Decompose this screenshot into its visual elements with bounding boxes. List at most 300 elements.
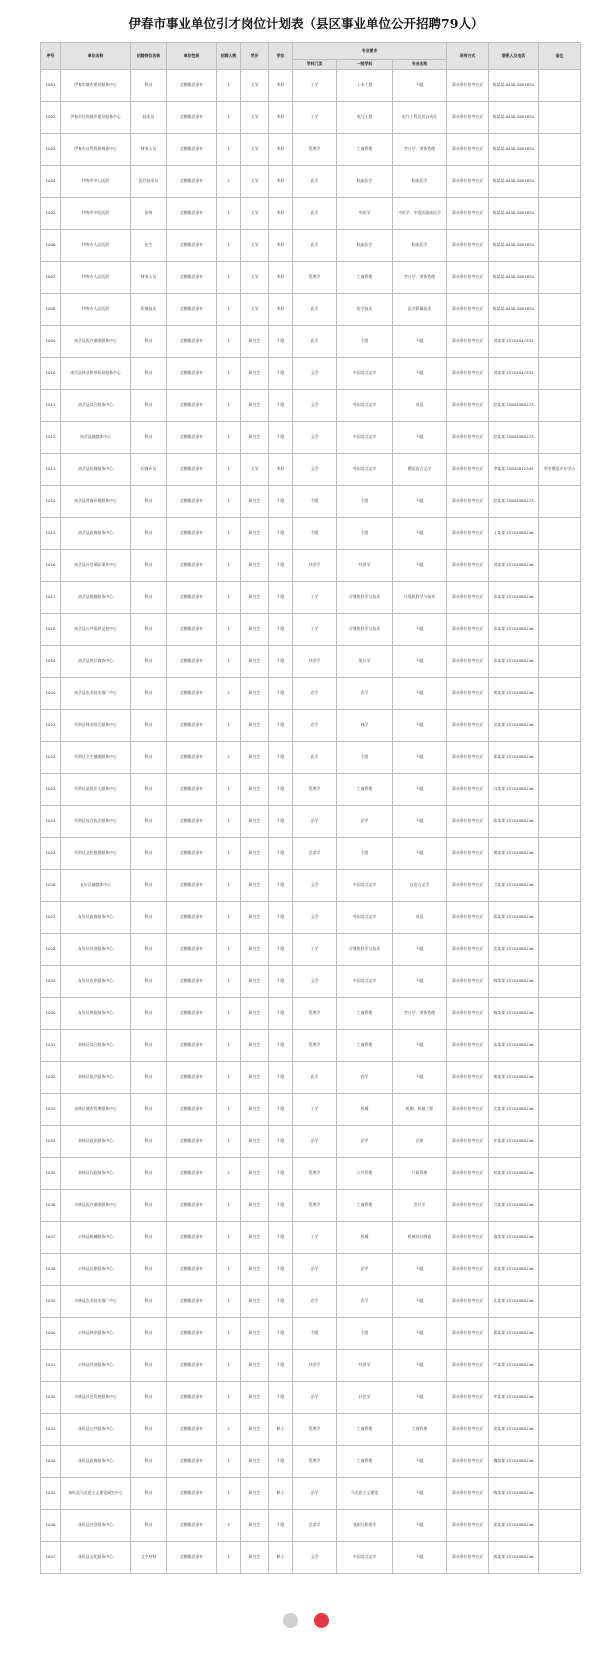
cell-seq: 1035: [41, 1158, 61, 1190]
table-row: [41, 1414, 581, 1446]
cell-cat: 法学: [293, 1478, 337, 1510]
cell-edu: 研究生: [241, 390, 269, 422]
cell-cat: 医学: [293, 294, 337, 326]
cell-contact: 吴某某 13704580146: [489, 710, 539, 742]
cell-spec: 会计学、财务管理: [393, 998, 447, 1030]
cell-contact: 吕某某 13704580146: [489, 1190, 539, 1222]
cell-contact: 刘某某 13704580146: [489, 550, 539, 582]
cell-degree: 硕士: [269, 1414, 293, 1446]
table-row: [41, 998, 581, 1030]
cell-cat: 工学: [293, 70, 337, 102]
cell-count: 1: [217, 486, 241, 518]
cell-unit: 丰林县社会发展服务中心: [61, 1382, 131, 1414]
cell-count: 1: [217, 1190, 241, 1222]
cell-disc: 工商管理: [337, 1414, 393, 1446]
cell-post: 招商专员: [131, 454, 167, 486]
cell-disc: 药学: [337, 1062, 393, 1094]
cell-seq: 1045: [41, 1478, 61, 1510]
cell-degree: 本科: [269, 102, 293, 134]
cell-seq: 1009: [41, 326, 61, 358]
cell-contact: 郑某某 13704580146: [489, 742, 539, 774]
cell-post: 科员: [131, 582, 167, 614]
cell-count: 1: [217, 1286, 241, 1318]
table-row: [41, 1126, 581, 1158]
cell-nature: 全额拨款事业: [167, 838, 217, 870]
cell-method: 事业单位招考方式: [447, 774, 489, 806]
cell-nature: 全额拨款事业: [167, 902, 217, 934]
cell-nature: 全额拨款事业: [167, 646, 217, 678]
cell-post: 科员: [131, 806, 167, 838]
cell-spec: 会计学、财务管理: [393, 262, 447, 294]
cell-seq: 1042: [41, 1382, 61, 1414]
cell-spec: 会计学: [393, 1190, 447, 1222]
cell-seq: 1046: [41, 1510, 61, 1542]
cell-post: 科员: [131, 742, 167, 774]
cell-method: 事业单位招考方式: [447, 326, 489, 358]
cell-edu: 研究生: [241, 358, 269, 390]
table-row: [41, 486, 581, 518]
cell-disc: 外国语言文学: [337, 902, 393, 934]
cell-degree: 不限: [269, 1382, 293, 1414]
cell-edu: 研究生: [241, 710, 269, 742]
cell-spec: 不限: [393, 1446, 447, 1478]
cell-nature: 全额拨款事业: [167, 1510, 217, 1542]
cell-spec: 不限: [393, 70, 447, 102]
cell-note: [539, 1382, 581, 1414]
table-row: [41, 1030, 581, 1062]
cell-seq: 1043: [41, 1414, 61, 1446]
cell-degree: 不限: [269, 678, 293, 710]
cell-note: [539, 838, 581, 870]
cell-count: 1: [217, 1478, 241, 1510]
cell-degree: 不限: [269, 550, 293, 582]
cell-seq: 1037: [41, 1222, 61, 1254]
cell-degree: 不限: [269, 1190, 293, 1222]
cell-edu: 研究生: [241, 326, 269, 358]
cell-method: 事业单位招考方式: [447, 1478, 489, 1510]
cell-note: [539, 1222, 581, 1254]
cell-count: 1: [217, 134, 241, 166]
cell-nature: 全额拨款事业: [167, 1094, 217, 1126]
cell-spec: 不限: [393, 326, 447, 358]
cell-edu: 大学: [241, 198, 269, 230]
table-row: [41, 902, 581, 934]
cell-post: 科员: [131, 390, 167, 422]
cell-count: 1: [217, 358, 241, 390]
cell-edu: 大学: [241, 294, 269, 326]
page-title: 伊春市事业单位引才岗位计划表（县区事业单位公开招聘79人）: [128, 16, 484, 31]
cell-edu: 研究生: [241, 1382, 269, 1414]
table-row: [41, 70, 581, 102]
cell-method: 事业单位招考方式: [447, 1446, 489, 1478]
cell-spec: 医学影像技术: [393, 294, 447, 326]
cell-cat: 不限: [293, 1318, 337, 1350]
cell-post: 财务人员: [131, 134, 167, 166]
cell-note: [539, 934, 581, 966]
cell-degree: 不限: [269, 902, 293, 934]
cell-seq: 1004: [41, 166, 61, 198]
cell-disc: 社会学: [337, 1382, 393, 1414]
header-spec: 专业名称: [393, 60, 447, 70]
cell-method: 事业单位招考方式: [447, 230, 489, 262]
table-header: [41, 43, 581, 70]
cell-nature: 全额拨款事业: [167, 422, 217, 454]
cell-disc: 不限: [337, 518, 393, 550]
cell-nature: 全额拨款事业: [167, 1030, 217, 1062]
cell-count: 1: [217, 1126, 241, 1158]
cell-unit: 汤旺县社会服务中心: [61, 1510, 131, 1542]
cell-method: 事业单位招考方式: [447, 134, 489, 166]
cell-unit: 伊春市住房城乡建设服务中心: [61, 102, 131, 134]
cell-contact: 姜某某 13704580146: [489, 1510, 539, 1542]
header-edu: 学历: [241, 43, 269, 70]
cell-disc: 工商管理: [337, 998, 393, 1030]
cell-unit: 伊春市人民医院: [61, 230, 131, 262]
cell-disc: 不限: [337, 1318, 393, 1350]
cell-disc: 临床医学: [337, 230, 393, 262]
cell-degree: 不限: [269, 358, 293, 390]
cell-unit: 乌翠区文化旅游服务中心: [61, 838, 131, 870]
cell-spec: 机制、机械工程: [393, 1094, 447, 1126]
cell-degree: 不限: [269, 838, 293, 870]
cell-disc: 工商管理: [337, 262, 393, 294]
cell-note: 须有俄语专业学历: [539, 454, 581, 486]
cell-edu: 研究生: [241, 774, 269, 806]
cell-degree: 不限: [269, 1126, 293, 1158]
cell-unit: 南岔县医疗保障服务中心: [61, 326, 131, 358]
cell-count: 1: [217, 198, 241, 230]
cell-seq: 1024: [41, 806, 61, 838]
cell-contact: 朱某某 13704580146: [489, 1030, 539, 1062]
table-row: [41, 550, 581, 582]
cell-method: 事业单位招考方式: [447, 1158, 489, 1190]
cell-nature: 全额拨款事业: [167, 518, 217, 550]
cell-nature: 全额拨款事业: [167, 454, 217, 486]
cell-spec: 汉语言文学: [393, 870, 447, 902]
cell-nature: 全额拨款事业: [167, 1446, 217, 1478]
cell-count: 2: [217, 1414, 241, 1446]
cell-note: [539, 134, 581, 166]
cell-spec: 英语: [393, 902, 447, 934]
cell-unit: 伊春市中心医院: [61, 166, 131, 198]
cell-count: 2: [217, 166, 241, 198]
cell-edu: 大学: [241, 262, 269, 294]
cell-method: 事业单位招考方式: [447, 70, 489, 102]
cell-post: 科员: [131, 870, 167, 902]
cell-post: 科员: [131, 70, 167, 102]
cell-method: 事业单位招考方式: [447, 902, 489, 934]
cell-degree: 本科: [269, 198, 293, 230]
cell-degree: 不限: [269, 422, 293, 454]
cell-degree: 不限: [269, 1446, 293, 1478]
table-row: [41, 198, 581, 230]
cell-count: 1: [217, 326, 241, 358]
cell-unit: 南岔县数据服务中心: [61, 582, 131, 614]
cell-nature: 全额拨款事业: [167, 742, 217, 774]
cell-note: [539, 518, 581, 550]
table-row: [41, 1158, 581, 1190]
cell-nature: 全额拨款事业: [167, 1414, 217, 1446]
cell-cat: 农学: [293, 1286, 337, 1318]
cell-nature: 全额拨款事业: [167, 550, 217, 582]
page-dot-2[interactable]: [314, 1613, 329, 1628]
cell-note: [539, 102, 581, 134]
cell-nature: 全额拨款事业: [167, 1478, 217, 1510]
cell-cat: 工学: [293, 614, 337, 646]
cell-seq: 1010: [41, 358, 61, 390]
cell-disc: 土木工程: [337, 70, 393, 102]
cell-seq: 1021: [41, 710, 61, 742]
cell-count: 1: [217, 838, 241, 870]
cell-note: [539, 1414, 581, 1446]
header-contact: 联系人及电话: [489, 43, 539, 70]
cell-seq: 1041: [41, 1350, 61, 1382]
cell-edu: 研究生: [241, 550, 269, 582]
cell-edu: 研究生: [241, 742, 269, 774]
cell-disc: 不限: [337, 838, 393, 870]
cell-method: 事业单位招考方式: [447, 1126, 489, 1158]
cell-method: 事业单位招考方式: [447, 198, 489, 230]
cell-cat: 文学: [293, 1542, 337, 1574]
table-row: [41, 454, 581, 486]
page-dot-1[interactable]: [283, 1613, 298, 1628]
cell-nature: 全额拨款事业: [167, 166, 217, 198]
cell-seq: 1012: [41, 422, 61, 454]
cell-contact: 褚某某 13704580146: [489, 838, 539, 870]
cell-edu: 研究生: [241, 1318, 269, 1350]
cell-unit: 南岔县农业技术推广中心: [61, 678, 131, 710]
cell-edu: 研究生: [241, 582, 269, 614]
cell-spec: 不限: [393, 742, 447, 774]
cell-method: 事业单位招考方式: [447, 262, 489, 294]
cell-nature: 全额拨款事业: [167, 710, 217, 742]
cell-unit: 汤旺县文化服务中心: [61, 1542, 131, 1574]
cell-degree: 不限: [269, 326, 293, 358]
cell-spec: 不限: [393, 710, 447, 742]
cell-seq: 1018: [41, 614, 61, 646]
cell-contact: 陈某某 0458-3607631: [489, 70, 539, 102]
cell-count: 1: [217, 390, 241, 422]
cell-note: [539, 294, 581, 326]
cell-unit: 丰林县经济服务中心: [61, 1350, 131, 1382]
cell-spec: 不限: [393, 934, 447, 966]
cell-note: [539, 1190, 581, 1222]
cell-post: 科员: [131, 326, 167, 358]
cell-post: 科员: [131, 710, 167, 742]
cell-nature: 全额拨款事业: [167, 1062, 217, 1094]
cell-disc: 经济学: [337, 1350, 393, 1382]
cell-contact: 尤某某 13704580146: [489, 1094, 539, 1126]
cell-post: 科员: [131, 1190, 167, 1222]
cell-contact: 严某某 13704580146: [489, 1350, 539, 1382]
cell-note: [539, 358, 581, 390]
cell-seq: 1029: [41, 966, 61, 998]
cell-disc: 中国语言文学: [337, 422, 393, 454]
cell-disc: 不限: [337, 742, 393, 774]
cell-method: 事业单位招考方式: [447, 1350, 489, 1382]
cell-note: [539, 806, 581, 838]
cell-degree: 不限: [269, 1158, 293, 1190]
cell-contact: 孔某某 13704580146: [489, 1286, 539, 1318]
cell-contact: 陈某某 0458-3607631: [489, 134, 539, 166]
header-disc: 一级学科: [337, 60, 393, 70]
cell-contact: 何某某 13704580146: [489, 1158, 539, 1190]
cell-degree: 本科: [269, 454, 293, 486]
cell-note: [539, 550, 581, 582]
cell-count: 1: [217, 902, 241, 934]
table-row: [41, 582, 581, 614]
cell-count: 3: [217, 1510, 241, 1542]
cell-spec: 不限: [393, 1542, 447, 1574]
cell-method: 事业单位招考方式: [447, 1062, 489, 1094]
cell-post: 科员: [131, 1382, 167, 1414]
table-row: [41, 1510, 581, 1542]
cell-nature: 全额拨款事业: [167, 262, 217, 294]
cell-post: 科员: [131, 614, 167, 646]
table-row: [41, 1318, 581, 1350]
cell-spec: 不限: [393, 1382, 447, 1414]
cell-cat: 医学: [293, 742, 337, 774]
cell-degree: 硕士: [269, 1542, 293, 1574]
cell-cat: 法学: [293, 1126, 337, 1158]
cell-post: 科员: [131, 486, 167, 518]
cell-spec: 不限: [393, 518, 447, 550]
cell-unit: 伊春市中医医院: [61, 198, 131, 230]
cell-seq: 1014: [41, 486, 61, 518]
cell-cat: 管理学: [293, 262, 337, 294]
cell-seq: 1031: [41, 1030, 61, 1062]
cell-note: [539, 582, 581, 614]
cell-degree: 不限: [269, 998, 293, 1030]
cell-note: [539, 1158, 581, 1190]
cell-contact: 金某某 13704580146: [489, 1414, 539, 1446]
cell-spec: 计算机科学与技术: [393, 582, 447, 614]
header-nature: 单位性质: [167, 43, 217, 70]
cell-degree: 不限: [269, 582, 293, 614]
cell-unit: 汤旺县马克思主义理论研究中心: [61, 1478, 131, 1510]
cell-disc: 中国语言文学: [337, 870, 393, 902]
cell-nature: 全额拨款事业: [167, 230, 217, 262]
header-major-req: 专业要求: [293, 43, 447, 60]
cell-spec: 不限: [393, 550, 447, 582]
cell-count: 1: [217, 262, 241, 294]
cell-edu: 研究生: [241, 1062, 269, 1094]
cell-contact: 李某某 13845812345: [489, 454, 539, 486]
cell-note: [539, 870, 581, 902]
cell-post: 科员: [131, 678, 167, 710]
cell-spec: 行政管理: [393, 1158, 447, 1190]
cell-post: 科员: [131, 1030, 167, 1062]
cell-note: [539, 742, 581, 774]
cell-nature: 全额拨款事业: [167, 390, 217, 422]
cell-nature: 全额拨款事业: [167, 614, 217, 646]
cell-note: [539, 1126, 581, 1158]
cell-disc: 医学技术: [337, 294, 393, 326]
cell-disc: 法学: [337, 806, 393, 838]
cell-cat: 法学: [293, 1254, 337, 1286]
cell-seq: 1034: [41, 1126, 61, 1158]
cell-post: 科员: [131, 358, 167, 390]
cell-nature: 全额拨款事业: [167, 1350, 217, 1382]
cell-method: 事业单位招考方式: [447, 1030, 489, 1062]
cell-cat: 经济学: [293, 646, 337, 678]
cell-note: [539, 774, 581, 806]
cell-note: [539, 710, 581, 742]
table-row: [41, 742, 581, 774]
cell-unit: 丰林县林业服务中心: [61, 1318, 131, 1350]
cell-post: 科员: [131, 646, 167, 678]
cell-note: [539, 198, 581, 230]
cell-seq: 1022: [41, 742, 61, 774]
cell-edu: 研究生: [241, 1190, 269, 1222]
header-seq: 序号: [41, 43, 61, 70]
cell-count: 1: [217, 294, 241, 326]
cell-edu: 研究生: [241, 1158, 269, 1190]
cell-method: 事业单位招考方式: [447, 710, 489, 742]
cell-cat: 管理学: [293, 1190, 337, 1222]
cell-contact: 杨某某 13704580146: [489, 998, 539, 1030]
cell-method: 事业单位招考方式: [447, 1510, 489, 1542]
cell-disc: 经济学: [337, 550, 393, 582]
cell-contact: 周某某 13704580146: [489, 678, 539, 710]
cell-contact: 戚某某 13704580146: [489, 1542, 539, 1574]
table-row: [41, 166, 581, 198]
cell-degree: 本科: [269, 294, 293, 326]
cell-unit: 丰林县机械服务中心: [61, 1222, 131, 1254]
cell-edu: 研究生: [241, 966, 269, 998]
cell-cat: 农学: [293, 710, 337, 742]
cell-degree: 不限: [269, 710, 293, 742]
cell-note: [539, 1094, 581, 1126]
cell-method: 事业单位招考方式: [447, 678, 489, 710]
cell-degree: 不限: [269, 1318, 293, 1350]
cell-count: 1: [217, 1350, 241, 1382]
cell-note: [539, 966, 581, 998]
cell-seq: 1027: [41, 902, 61, 934]
cell-post: 医疗技术员: [131, 166, 167, 198]
cell-degree: 不限: [269, 1254, 293, 1286]
cell-cat: 管理学: [293, 134, 337, 166]
cell-seq: 1013: [41, 454, 61, 486]
cell-nature: 全额拨款事业: [167, 1318, 217, 1350]
cell-edu: 大学: [241, 102, 269, 134]
cell-disc: 不限: [337, 486, 393, 518]
cell-cat: 经济学: [293, 550, 337, 582]
cell-spec: 不限: [393, 1254, 447, 1286]
cell-unit: 友好区经济服务中心: [61, 934, 131, 966]
cell-note: [539, 1542, 581, 1574]
cell-contact: 华某某 13704580146: [489, 1382, 539, 1414]
cell-edu: 研究生: [241, 518, 269, 550]
cell-method: 事业单位招考方式: [447, 1318, 489, 1350]
cell-cat: 工学: [293, 934, 337, 966]
table-row: [41, 678, 581, 710]
cell-nature: 全额拨款事业: [167, 1542, 217, 1574]
cell-post: 技术员: [131, 102, 167, 134]
cell-spec: 不限: [393, 1350, 447, 1382]
cell-note: [539, 70, 581, 102]
cell-unit: 南岔县招商服务中心: [61, 454, 131, 486]
cell-unit: 汤旺县政务服务中心: [61, 1446, 131, 1478]
cell-count: 1: [217, 646, 241, 678]
cell-contact: 刘某某 13704547331: [489, 358, 539, 390]
cell-count: 1: [217, 70, 241, 102]
cell-unit: 乌翠区卫生健康服务中心: [61, 742, 131, 774]
cell-disc: 不限: [337, 326, 393, 358]
cell-cat: 农学: [293, 678, 337, 710]
table-row: [41, 134, 581, 166]
cell-count: 1: [217, 1062, 241, 1094]
